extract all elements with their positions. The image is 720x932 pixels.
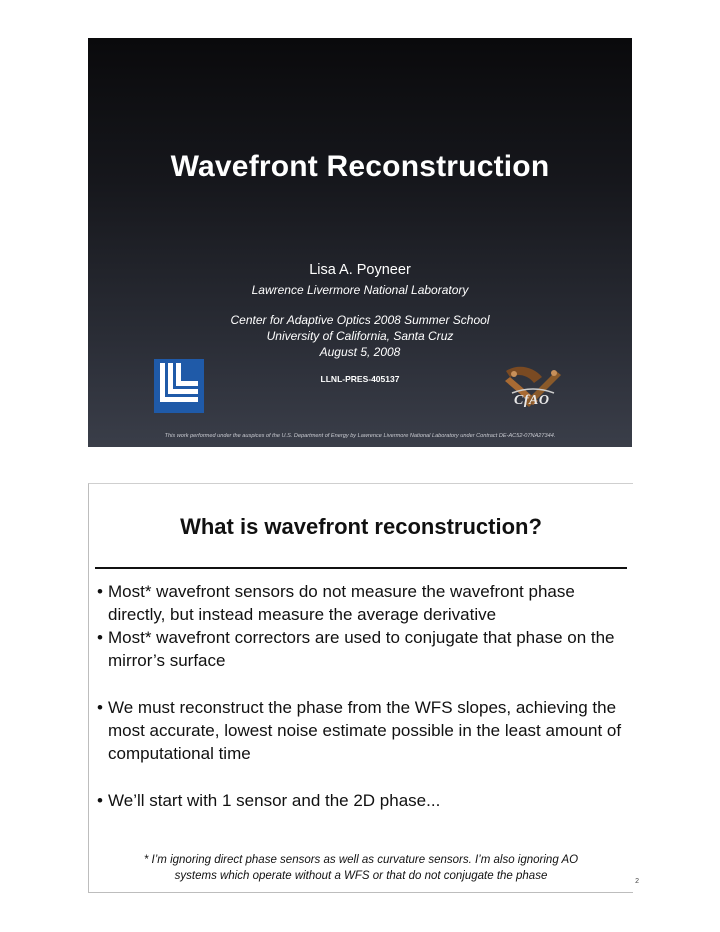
bullet-icon: • xyxy=(97,582,103,601)
list-item xyxy=(97,626,627,672)
slide-title: Wavefront Reconstruction xyxy=(170,150,550,183)
bullet-icon: • xyxy=(97,791,103,810)
title-slide xyxy=(88,38,632,447)
cfao-logo-icon xyxy=(498,365,568,413)
llnl-logo-icon xyxy=(154,359,204,413)
bullet-text: Most* wavefront sensors do not measure the wavefront phase directly, but instead measure the average derivative xyxy=(108,582,575,624)
bullet-list xyxy=(97,580,627,812)
bullet-text: We must reconstruct the phase from the WFS slopes, achieving the most accurate, lowest noise estimate possible in the least amount of computational time xyxy=(108,698,622,763)
document-id: LLNL-PRES-405137 xyxy=(320,374,400,384)
event-location: University of California, Santa Cruz xyxy=(266,329,454,343)
list-item xyxy=(97,789,627,812)
list-item xyxy=(97,580,627,626)
author-name: Lisa A. Poyneer xyxy=(309,262,411,278)
slide-title: What is wavefront reconstruction? xyxy=(180,514,542,539)
list-item xyxy=(97,696,627,765)
footnote-line: systems which operate without a WFS or that do not conjugate the phase xyxy=(174,870,548,882)
bullet-text: Most* wavefront correctors are used to conjugate that phase on the mirror’s surface xyxy=(108,628,615,670)
event-date: August 5, 2008 xyxy=(319,345,401,359)
footnote xyxy=(89,852,633,884)
bullet-icon: • xyxy=(97,628,103,647)
bullet-icon: • xyxy=(97,698,103,717)
page-number: 2 xyxy=(635,878,639,885)
bullet-text: We’ll start with 1 sensor and the 2D phase... xyxy=(108,791,441,810)
slide-footer: This work performed under the auspices of the U.S. Department of Energy by Lawrence Livermore National Laboratory under Contract DE-AC52-07NA27344. xyxy=(164,433,556,439)
footnote-line: * I’m ignoring direct phase sensors as well as curvature sensors. I’m also ignoring AO xyxy=(143,854,579,866)
affiliation: Lawrence Livermore National Laboratory xyxy=(251,283,469,297)
event-name: Center for Adaptive Optics 2008 Summer School xyxy=(230,313,490,327)
cfao-logo-text: CfAO xyxy=(514,393,550,408)
content-slide xyxy=(88,483,639,893)
title-divider xyxy=(95,567,627,569)
